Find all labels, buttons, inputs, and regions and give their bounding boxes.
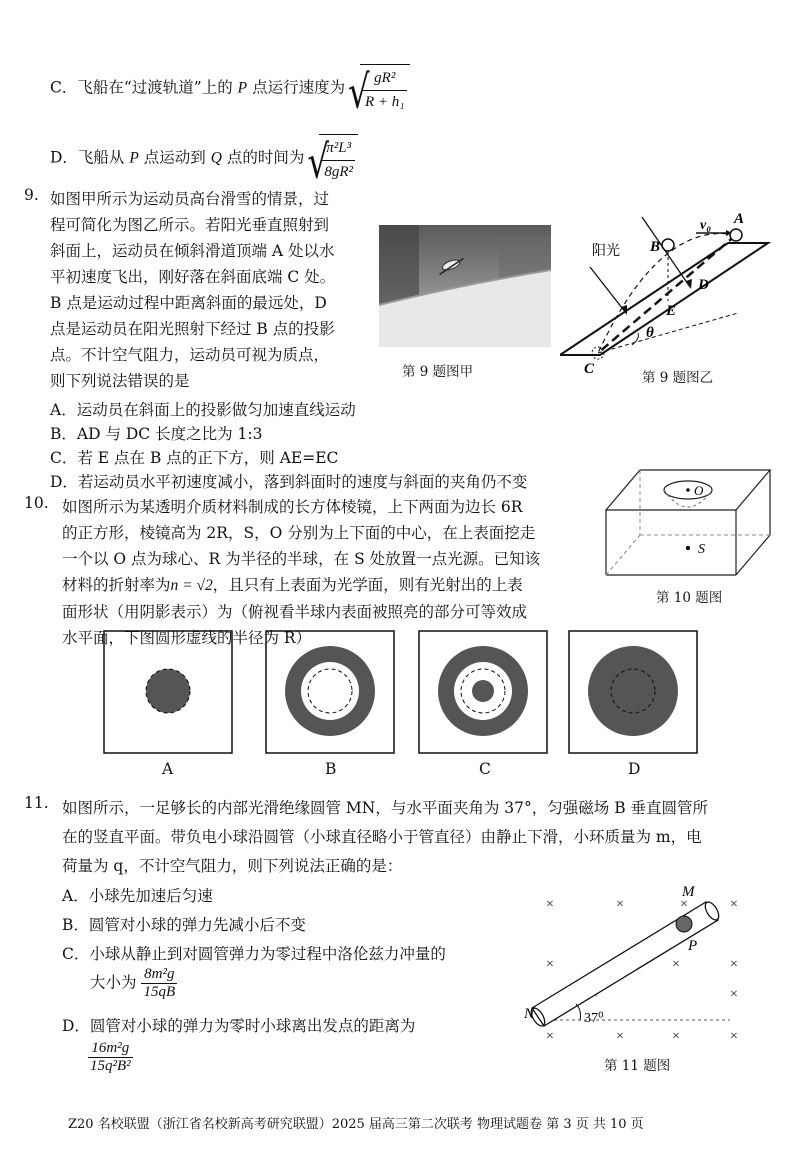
q11-number: 11. bbox=[24, 794, 49, 812]
fig9b-caption: 第 9 题图乙 bbox=[642, 370, 714, 386]
svg-text:S: S bbox=[698, 542, 705, 557]
page-footer: Z20 名校联盟（浙江省名校新高考研究联盟）2025 届高三第二次联考 物理试题卷 第 3 页 共 10 页 bbox=[68, 1117, 644, 1132]
svg-text:θ: θ bbox=[646, 325, 654, 341]
svg-text:×: × bbox=[546, 957, 554, 972]
q11-option-c-value: 大小为 $\frac{\text{8m²g}}{15qB}$ bbox=[90, 966, 176, 1000]
svg-text:×: × bbox=[616, 1029, 624, 1040]
svg-text:P: P bbox=[688, 938, 698, 954]
svg-text:A: A bbox=[734, 211, 745, 227]
q10-stem: 如图所示为某透明介质材料制成的长方体棱镜，上下两面为边长 6R 的正方形，棱镜高为 2R，S，O 分别为上下面的中心，在上表面挖走 一个以 O 点为球心、R 为半径的半球，在 S 处放置一点光源。已知该 材料的折射率为n = √2，且只有上表面为光学面，则有光射出的上表 面形状（用阴影表示）为（俯视看半球内表面被照亮的部分可等效成 水平面，下图圆形虚线的半径为 R） bbox=[62, 498, 541, 647]
svg-text:×: × bbox=[546, 897, 554, 912]
q10-option-a-figure bbox=[103, 630, 233, 754]
svg-text:×: × bbox=[730, 1029, 738, 1040]
q11-option-b: B．圆管对小球的弹力先减小后不变 bbox=[62, 916, 306, 934]
q11-option-a: A．小球先加速后匀速 bbox=[62, 887, 213, 905]
q9-option-a: A．运动员在斜面上的投影做匀加速直线运动 bbox=[50, 401, 356, 419]
q8-option-c: C．飞船在“过渡轨道”上的 P 点运行速度为 √ $\frac{\text{gR²}}{\text{R + h₁}}$ bbox=[50, 64, 410, 113]
svg-text:O: O bbox=[694, 483, 704, 498]
q9-number: 9. bbox=[24, 186, 39, 204]
q10-number: 10. bbox=[24, 494, 49, 512]
q10-label-d: D bbox=[628, 760, 641, 778]
sun-label: 阳光 bbox=[592, 244, 620, 259]
svg-text:×: × bbox=[680, 897, 688, 912]
q9-option-d: D．若运动员水平初速度减小，落到斜面时的速度与斜面的夹角仍不变 bbox=[50, 473, 528, 491]
svg-text:×: × bbox=[546, 1029, 554, 1040]
fig11-caption: 第 11 题图 bbox=[604, 1058, 671, 1074]
svg-text:×: × bbox=[730, 957, 738, 972]
q10-label-c: C bbox=[479, 760, 491, 778]
fig9b-diagram bbox=[560, 205, 780, 375]
ski-jump-photo bbox=[379, 225, 551, 347]
svg-text:×: × bbox=[730, 987, 738, 1002]
svg-text:N: N bbox=[524, 1006, 535, 1022]
fig10-prism bbox=[604, 460, 774, 580]
q9-option-c: C．若 E 点在 B 点的正下方，则 AE=EC bbox=[50, 449, 339, 467]
q11-stem: 如图所示，一足够长的内部光滑绝缘圆管 MN，与水平面夹角为 37°，匀强磁场 B 垂直圆管所 在的竖直平面。带负电小球沿圆管（小球直径略小于管直径）由静止下滑，小环质量为 m，电 荷量为 q，不计空气阻力，则下列说法正确的是： bbox=[62, 799, 709, 875]
svg-text:37⁰: 37⁰ bbox=[584, 1011, 604, 1026]
svg-text:M: M bbox=[682, 884, 695, 900]
fig11-tube-diagram bbox=[520, 880, 750, 1040]
svg-text:×: × bbox=[730, 897, 738, 912]
q11-option-d: D．圆管对小球的弹力为零时小球离出发点的距离为 bbox=[62, 1017, 416, 1035]
q11-option-d-value: $\frac{\text{16m²g}}{\text{15q²B²}}$ bbox=[90, 1040, 131, 1074]
svg-text:v₀: v₀ bbox=[700, 218, 712, 233]
q11-options bbox=[62, 882, 446, 969]
q9-stem: 如图甲所示为运动员高台滑雪的情景，过 程可简化为图乙所示。若阳光垂直照射到 斜面上，运动员在倾斜滑道顶端 A 处以水 平初速度飞出，刚好落在斜面底端 C 处。 B 点是运动过程中距离斜面的最远处，D 点是运动员在阳光照射下经过 B 点的投影 点。不计空气阻力，运动员可视为质点， 则下列说法错误的是 bbox=[50, 190, 336, 390]
q9-option-b: B．AD 与 DC 长度之比为 1:3 bbox=[50, 425, 263, 443]
fig9a-caption: 第 9 题图甲 bbox=[402, 364, 474, 380]
q9-options bbox=[50, 398, 527, 494]
q10-label-b: B bbox=[325, 760, 337, 778]
fig10-caption: 第 10 题图 bbox=[656, 590, 723, 606]
q8-option-d: D．飞船从 P 点运动到 Q 点的时间为 √ $\frac{\text{π²L³}}{\text{8gR²}}$ bbox=[50, 134, 358, 183]
svg-text:×: × bbox=[672, 957, 680, 972]
q10-option-d-figure bbox=[568, 630, 698, 754]
q11-option-c: C．小球从静止到对圆管弹力为零过程中洛伦兹力冲量的 bbox=[62, 945, 446, 963]
svg-text:D: D bbox=[698, 277, 709, 293]
svg-text:B: B bbox=[650, 239, 661, 255]
svg-text:E: E bbox=[666, 303, 677, 319]
svg-text:C: C bbox=[584, 361, 595, 375]
q10-label-a: A bbox=[162, 760, 174, 778]
svg-text:×: × bbox=[672, 1029, 680, 1040]
svg-text:×: × bbox=[616, 897, 624, 912]
q10-option-c-figure bbox=[418, 630, 548, 754]
q10-option-b-figure bbox=[265, 630, 395, 754]
